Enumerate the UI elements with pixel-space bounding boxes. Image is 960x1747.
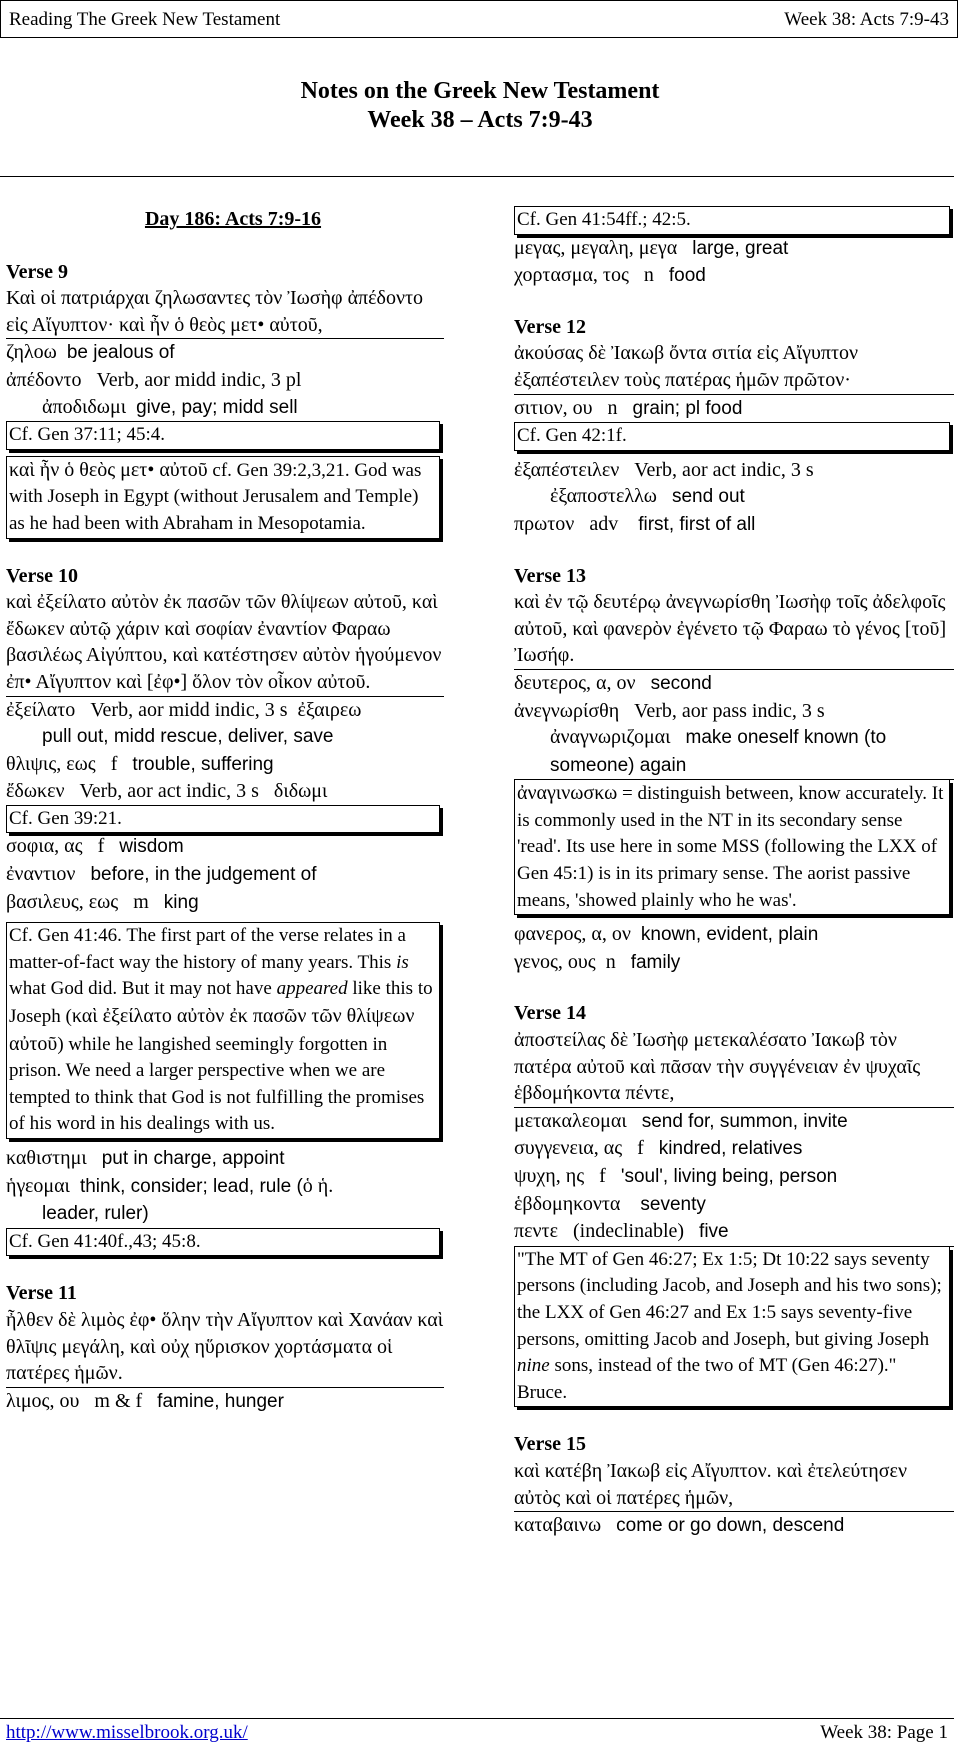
vocab-item: ἡγεομαι think, consider; lead, rule (ὁ ἡ. bbox=[6, 1174, 334, 1197]
verse-14-text: ἀποστείλας δὲ Ἰωσὴφ μετεκαλέσατο Ἰακωβ τὸν πατέρα αὐτοῦ καὶ πᾶσαν τὴν συγγένειαν ἐν ψυχαῖς ἑβδομήκοντα πέντε, bbox=[514, 1027, 954, 1108]
vocab-item: συγγενεια, ας f kindred, relatives bbox=[514, 1137, 803, 1160]
vocab-item: ἑβδομηκοντα seventy bbox=[514, 1192, 706, 1215]
vocab-item: λιμος, ου m & f famine, hunger bbox=[6, 1389, 284, 1412]
vocab-item: μετακαλεομαι send for, summon, invite bbox=[514, 1109, 848, 1132]
verse-15-text: καὶ κατέβη Ἰακωβ εἰς Αἴγυπτον. καὶ ἐτελεύτησεν αὐτὸς καὶ οἱ πατέρες ἡμῶν, bbox=[514, 1458, 954, 1512]
header-right: Week 38: Acts 7:9-43 bbox=[784, 9, 949, 30]
vocab-item: χορτασμα, τος n food bbox=[514, 264, 706, 287]
doc-title-line1: Notes on the Greek New Testament bbox=[300, 78, 660, 104]
note-box: ἀναγινωσκω = distinguish between, know accurately. It is commonly used in the NT in its secondary sense 'read'. Its use here in some MSS (following the LXX of Gen 45:1) is in its primary sense. The aorist passive means, 'showed plainly who he was'. bbox=[514, 780, 950, 915]
verse-13-text: καὶ ἐν τῷ δευτέρῳ ἀνεγνωρίσθη Ἰωσὴφ τοῖς ἀδελφοῖς αὐτοῦ, καὶ φανερὸν ἐγένετο τῷ Φαραω τὸ γένος [τοῦ] Ἰωσήφ. bbox=[514, 589, 954, 670]
vocab-item: ζηλοω be jealous of bbox=[6, 341, 175, 364]
vocab-item: ἐναντιον before, in the judgement of bbox=[6, 863, 317, 886]
vocab-item: καταβαινω come or go down, descend bbox=[514, 1514, 845, 1537]
vocab-item: δευτερος, α, ον second bbox=[514, 671, 712, 694]
day-heading: Day 186: Acts 7:9-16 bbox=[144, 208, 322, 230]
verse-10-text: καὶ ἐξείλατο αὐτὸν ἐκ πασῶν τῶν θλίψεων αὐτοῦ, καὶ ἔδωκεν αὐτῷ χάριν καὶ σοφίαν ἐναντίον Φαραω βασιλέως Αἰγύπτου, καὶ κατέστησεν αὐτὸν ἡγούμενον ἐπ• Αἴγυπτον καὶ [ἐφ•] ὅλον τὸν οἶκον αὐτοῦ. bbox=[6, 589, 444, 696]
note-box: "The MT of Gen 46:27; Ex 1:5; Dt 10:22 says seventy persons (including Jacob, and Joseph and his two sons); the LXX of Gen 46:27 and Ex 1:5 says seventy-five persons, omitting Jacob and Joseph, but giving Joseph nine sons, instead of the two of MT (Gen 46:27)." Bruce. bbox=[514, 1247, 950, 1408]
doc-title-line2: Week 38 – Acts 7:9-43 bbox=[367, 107, 593, 133]
verse-11-heading: Verse 11 bbox=[6, 1282, 77, 1305]
vocab-item: φανερος, α, ον known, evident, plain bbox=[514, 923, 819, 946]
verse-14-heading: Verse 14 bbox=[514, 1002, 587, 1025]
footer-rule bbox=[0, 1718, 954, 1719]
vocab-item: θλιψις, εως f trouble, suffering bbox=[6, 752, 274, 775]
vocab-item: pull out, midd rescue, deliver, save bbox=[42, 726, 334, 748]
note-box: καὶ ἦν ὁ θεὸς μετ• αὐτοῦ cf. Gen 39:2,3,21. God was with Joseph in Egypt (without Jerusalem and Temple) as he had been with Abraham in Mesopotamia. bbox=[6, 456, 440, 539]
verse-11-text: ἦλθεν δὲ λιμὸς ἐφ• ὅλην τὴν Αἴγυπτον καὶ Χανάαν καὶ θλῖψις μεγάλη, καὶ οὐχ ηὕρισκον χορτάσματα οἱ πατέρες ἡμῶν. bbox=[6, 1307, 444, 1388]
page-number: Week 38: Page 1 bbox=[820, 1722, 948, 1743]
vocab-item: σοφια, ας f wisdom bbox=[6, 835, 184, 858]
verse-12-heading: Verse 12 bbox=[514, 315, 587, 338]
verse-9-text: Καὶ οἱ πατριάρχαι ζηλωσαντες τὸν Ἰωσὴφ ἀπέδοντο εἰς Αἴγυπτον· καὶ ἦν ὁ θεὸς μετ• αὐτοῦ, bbox=[6, 285, 444, 339]
left-column bbox=[6, 206, 444, 1415]
vocab-item: μεγας, μεγαλη, μεγα large, great bbox=[514, 236, 789, 259]
header-left: Reading The Greek New Testament bbox=[9, 9, 281, 30]
vocab-item: leader, ruler) bbox=[42, 1203, 149, 1225]
vocab-item: γενος, ους n family bbox=[514, 950, 681, 973]
vocab-item: πεντε (indeclinable) five bbox=[514, 1218, 954, 1247]
verse-9-heading: Verse 9 bbox=[6, 260, 69, 283]
note-box: Cf. Gen 41:54ff.; 42:5. bbox=[514, 206, 950, 235]
verse-15-heading: Verse 15 bbox=[514, 1433, 587, 1456]
title-rule bbox=[0, 176, 954, 177]
vocab-item: καθιστημι put in charge, appoint bbox=[6, 1147, 285, 1169]
parse-item: ἀνεγνωρίσθη Verb, aor pass indic, 3 s bbox=[514, 699, 825, 722]
right-column bbox=[514, 206, 954, 1540]
vocab-item: πρωτον adv first, first of all bbox=[514, 512, 756, 535]
footer-link[interactable]: http://www.misselbrook.org.uk/ bbox=[6, 1722, 248, 1743]
parse-item: ἔδωκεν Verb, aor act indic, 3 s διδωμι bbox=[6, 780, 328, 803]
vocab-item: ψυχη, ης f 'soul', living being, person bbox=[514, 1165, 838, 1187]
parse-item: ἐξείλατο Verb, aor midd indic, 3 s ἐξαιρεω bbox=[6, 698, 362, 721]
parse-item: ἀπέδοντο Verb, aor midd indic, 3 pl bbox=[6, 368, 302, 391]
page-header bbox=[0, 0, 958, 38]
parse-item: ἐξαπέστειλεν Verb, aor act indic, 3 s bbox=[514, 458, 814, 481]
note-box: Cf. Gen 41:46. The first part of the verse relates in a matter-of-fact way the history of many years. This is what God did. But it may not have appeared like this to Joseph (καὶ ἐξείλατο αὐτὸν ἐκ πασῶν τῶν θλίψεων αὐτοῦ) while he langished seemingly forgotten in prison. We need a larger perspective when we are tempted to think that God is not fulfilling the promises of his word in his dealings with us. bbox=[6, 922, 440, 1139]
verse-12-text: ἀκούσας δὲ Ἰακωβ ὄντα σιτία εἰς Αἴγυπτον ἐξαπέστειλεν τοὺς πατέρας ἡμῶν πρῶτον· bbox=[514, 340, 954, 394]
note-box: Cf. Gen 42:1f. bbox=[514, 422, 950, 451]
vocab-item: ἀναγνωριζομαι make oneself known (to someone) again bbox=[514, 724, 954, 780]
vocab-item: ἀποδιδωμι give, pay; midd sell bbox=[42, 395, 298, 418]
vocab-item: σιτιον, ου n grain; pl food bbox=[514, 396, 743, 419]
vocab-item: βασιλευς, εως m king bbox=[6, 890, 199, 913]
vocab-item: ἐξαποστελλω send out bbox=[550, 485, 745, 508]
note-box: Cf. Gen 41:40f.,43; 45:8. bbox=[6, 1228, 440, 1257]
verse-13-heading: Verse 13 bbox=[514, 564, 587, 587]
note-box: Cf. Gen 39:21. bbox=[6, 805, 440, 834]
verse-10-heading: Verse 10 bbox=[6, 564, 79, 587]
note-box: Cf. Gen 37:11; 45:4. bbox=[6, 421, 440, 450]
